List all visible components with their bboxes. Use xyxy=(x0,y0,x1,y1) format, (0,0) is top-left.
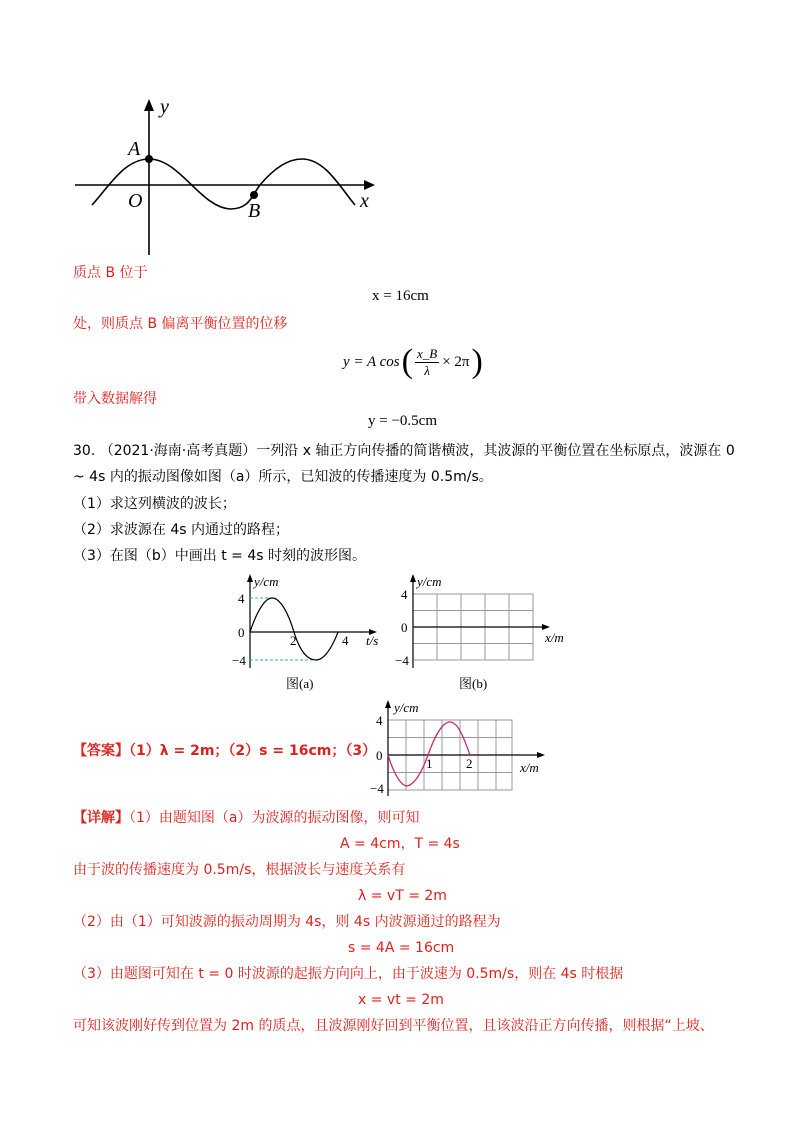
problem-line1: 30. （2021·海南·高考真题）一列沿 x 轴正方向传播的简谐横波，其波源的平衡位置在坐标原点，波源在 0 xyxy=(73,443,735,459)
fig-b-tick-y-neg4: −4 xyxy=(395,653,409,668)
fig-a-tick-y-neg4: −4 xyxy=(232,653,246,668)
sol-prev-eq2 xyxy=(343,340,483,384)
fig-a-xlabel: t/s xyxy=(366,633,379,648)
detail-eq1: A = 4cm，T = 4s xyxy=(340,836,460,852)
fig-ans-y-arrow-icon xyxy=(385,700,391,708)
fig-ans-tick-x-2: 2 xyxy=(466,756,473,771)
detail-line1 xyxy=(73,808,420,828)
problem-q1: （1）求这列横波的波长； xyxy=(73,496,236,512)
figure-a xyxy=(232,572,392,694)
eq2-lhs: y = A cos xyxy=(343,353,400,370)
fig-a-curve xyxy=(250,598,338,660)
fig-a-ylabel: y/cm xyxy=(254,574,279,589)
eq2-tail: × 2π xyxy=(442,353,470,370)
fig-ans-tick-y-0: 0 xyxy=(376,748,383,763)
fig-b-y-arrow-icon xyxy=(410,574,416,582)
eq2-close-paren: ) xyxy=(471,343,483,380)
label-y: y xyxy=(160,96,169,118)
fig-ans-tick-x-1: 1 xyxy=(426,756,433,771)
fig-ans-ylabel: y/cm xyxy=(394,700,419,715)
x-axis-arrow-icon xyxy=(364,180,375,190)
sol-prev-eq1: x = 16cm xyxy=(372,288,429,304)
fig-ans-tick-y-4: 4 xyxy=(376,713,383,728)
fig-b-xlabel: x/m xyxy=(545,630,564,645)
fig-a-caption: 图(a) xyxy=(286,676,314,691)
fig-a-tick-y-0: 0 xyxy=(238,625,245,640)
wave-figure-top xyxy=(70,95,390,260)
detail-eq3: s = 4A = 16cm xyxy=(348,940,455,956)
fig-ans-x-arrow-icon xyxy=(537,752,545,758)
detail-l1-text: （1）由题知图（a）为波源的振动图像，则可知 xyxy=(129,810,420,826)
problem-q3: （3）在图（b）中画出 t = 4s 时刻的波形图。 xyxy=(73,548,367,564)
eq2-numerator: x_B xyxy=(416,345,438,361)
detail-line5: 可知该波刚好传到位置为 2m 的质点，且波源刚好回到平衡位置，且该波沿正方向传播，则根据“上坡、 xyxy=(73,1018,714,1034)
fig-a-y-arrow-icon xyxy=(247,574,253,582)
label-x: x xyxy=(360,190,369,212)
fig-a-tick-x-2: 2 xyxy=(290,633,297,648)
sol-prev-line1: 质点 B 位于 xyxy=(73,265,148,281)
detail-line3: （2）由（1）可知波源的振动周期为 4s，则 4s 内波源通过的路程为 xyxy=(73,914,501,930)
eq2-fraction xyxy=(415,346,439,379)
fig-b-tick-y-0: 0 xyxy=(401,620,408,635)
figure-answer xyxy=(370,700,555,798)
sol-prev-eq3: y = −0.5cm xyxy=(368,413,437,429)
fig-b-caption: 图(b) xyxy=(459,676,488,691)
detail-tag: 【详解】 xyxy=(73,810,129,826)
answer-tag: 【答案】 xyxy=(73,743,129,759)
eq2-denominator: λ xyxy=(424,362,430,378)
point-b xyxy=(250,191,258,199)
fig-ans-curve xyxy=(388,722,470,786)
sol-prev-line3: 带入数据解得 xyxy=(73,391,157,407)
label-a: A xyxy=(128,138,141,160)
detail-eq4: x = vt = 2m xyxy=(358,992,444,1008)
label-b: B xyxy=(248,200,261,222)
fig-ans-xlabel: x/m xyxy=(520,760,539,775)
eq2-open-paren: ( xyxy=(401,343,413,380)
fig-b-ylabel: y/cm xyxy=(417,574,442,589)
problem-q2: （2）求波源在 4s 内通过的路程； xyxy=(73,522,290,538)
fig-a-tick-x-4: 4 xyxy=(342,633,349,648)
answer-text: （1）λ = 2m；（2）s = 16cm；（3） xyxy=(129,743,377,759)
figure-b xyxy=(395,572,580,694)
label-o: O xyxy=(128,190,143,212)
fig-ans-tick-y-neg4: −4 xyxy=(370,781,384,796)
fig-a-tick-y-4: 4 xyxy=(238,591,245,606)
point-a xyxy=(145,155,153,163)
problem-line2: ~ 4s 内的振动图像如图（a）所示，已知波的传播速度为 0.5m/s。 xyxy=(73,469,493,485)
detail-eq2: λ = vT = 2m xyxy=(358,888,447,904)
detail-line2: 由于波的传播速度为 0.5m/s，根据波长与速度关系有 xyxy=(73,862,406,878)
detail-line4: （3）由题图可知在 t = 0 时波源的起振方向向上，由于波速为 0.5m/s，则在 4s 时根据 xyxy=(73,966,624,982)
sol-prev-line2: 处，则质点 B 偏离平衡位置的位移 xyxy=(73,316,288,332)
fig-b-tick-y-4: 4 xyxy=(401,587,408,602)
y-axis-arrow-icon xyxy=(144,99,154,111)
answer-line xyxy=(73,741,376,761)
